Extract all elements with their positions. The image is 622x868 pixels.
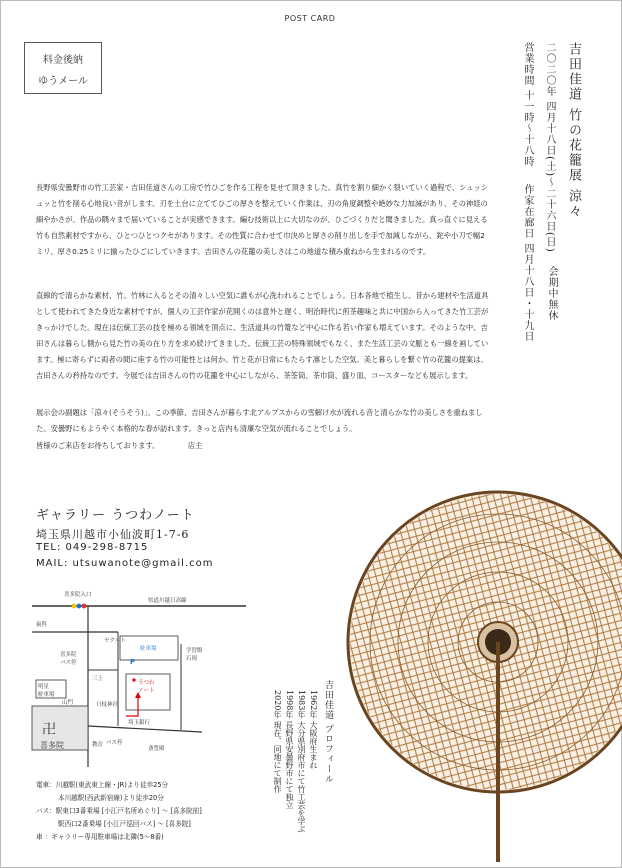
access-train-1: 電車：川越駅(東武東上線・JR)より徒歩25分 [36, 781, 169, 789]
profile-line-4: 2020年 現在、同地にて制作 [273, 690, 282, 793]
bamboo-paragraph: 直線的で清らかな素材、竹。竹林に入るとその清々しい空気に誰もが心洗われることでしょう。日本各地で植生し、昔から建材や生活道具として使われてきた身近な素材ですが、個人の工芸作家が花開くのは意外と遅く、明治時代に煎茶趣味と共に中国から入ってきた竹工芸がきっかけでした。現在は伝統工芸の技を極める領域を頂点に、生活道具の竹篭など中心に作る若い作家も増えています。そのような中、吉田さんは暮らし側から見た竹の美の在り方を求め続けてきました。伝統工芸の特殊領域でもなく、また生活工芸の文脈とも一線を画しています。極に寄らずに両者の間に座する竹の可能性とは何か。竹と花が日常にもたらす凛とした空気。美と暮らしを繋ぐ竹の花籠の提案は、吉田さんの矜持なのです。今展では吉田さんの竹の花籠を中心にしながら、茶筌筒、茶巾筒、盛り皿、コースターなども展示します。 [36, 291, 489, 380]
gallery-address: 埼玉県川越市小仙波町1-7-6 [36, 528, 190, 541]
access-car: 車 ：ギャラリー専用駐車場は北隣(5〜8番) [36, 833, 164, 841]
exhibition-hours: 営業時間 十一時〜十八時 [522, 42, 533, 168]
gallery-mail[interactable]: MAIL: utsuwanote@gmail.com [36, 558, 214, 569]
map-utsuwa: うつわ [138, 680, 155, 686]
subtitle-paragraph: 展示会の副題は「涼々(そうそう)」。この季節、吉田さんが暮らす北アルプスからの雪解け水が流れる音と清らかな竹の美しさを重ねました。安曇野にもようやく本格的な春が訪れます。きっと店内も清廉な空気が流れることでしょう。 [36, 408, 483, 433]
postcard-label: POST CARD [284, 14, 336, 23]
gallery-name: ギャラリー うつわノート [36, 508, 195, 523]
map-bus-stop-2: バス停 [106, 740, 123, 746]
map-prefectural-road: 県道川越日高線 [148, 598, 187, 604]
exhibition-no-closing: 会期中無休 [546, 266, 557, 321]
map-temple-symbol: 卍 [42, 722, 56, 738]
map-parking-p: P [130, 658, 136, 666]
profile-line-1: 1962年 大阪府生まれ [309, 690, 318, 769]
map-ishioka: 石岡 [186, 656, 198, 662]
invitation-text: 皆様のご来店をお待ちしております。 [36, 441, 160, 450]
map-parking-label: 駐車場 [140, 646, 157, 652]
profile-line-2: 1983年 大分県別府市にて竹工芸を学ぶ [297, 690, 306, 833]
postage-line-2: ゆうメール [38, 76, 88, 87]
map-kitain: 喜多院 [40, 741, 64, 750]
gallery-tel: TEL: 049-298-8715 [36, 542, 149, 553]
map-kitain-entrance: 喜多院入口 [64, 592, 92, 598]
map-meisho: 明星 [38, 684, 50, 690]
access-train-2: 本川越駅(西武新宿線)より徒歩20分 [58, 794, 164, 802]
map-dental: 歯科 [36, 622, 48, 628]
map-gakkyou: 学習館 [186, 648, 203, 654]
map-sanmon: 山門 [62, 700, 74, 706]
map-yakult: ヤクルト [104, 638, 126, 644]
map-note: ノート [138, 688, 155, 694]
access-map [26, 584, 248, 767]
map-mikami: 三上 [92, 676, 104, 682]
map-bus-stop: バス停 [60, 660, 77, 666]
profile-line-3: 1998年 長野県安曇野市にて独立 [285, 690, 294, 809]
map-hiyoshi: 日枝神社 [96, 702, 119, 708]
access-bus-1: バス：駅東口3番乗場 [小江戸名所めぐり] 〜 [喜多院前] [36, 807, 202, 815]
postage-line-1: 料金後納 [43, 55, 83, 66]
map-kitain-bus: 喜多院 [60, 652, 77, 658]
artist-present-days: 作家在廊日 四月十八日・十九日 [522, 184, 533, 343]
signature: 店主 [187, 441, 203, 450]
invitation-line [36, 438, 492, 454]
map-saitama-bank: 埼玉銀行 [128, 720, 151, 726]
bamboo-basket-photo [338, 462, 622, 862]
exhibition-title: 吉田佳道 竹の花籠展 涼々 [566, 42, 581, 220]
intro-paragraph: 長野県安曇野市の竹工芸家・吉田佳道さんの工房で竹ひごを作る工程を見せて頂きました。真竹を割り細かく裂いていく過程で、シュッシュッと竹を削る心地良い音がします。刃を土台に立ててひごの厚さを整えていく作業は、刃の角度調整や絶妙な力加減があり、その神経の細やかさが、作品の隅々まで届いていることが実感できます。編む技術以上に大切なのが、ひごづくりだと聞きました。真っ直ぐに見える竹も自然素材ですから、ひとつひとつクセがあります。その性質に合わせて巾決めと厚さの削り出しを手で加減しながら、鉈や小刀で幅2ミリ、厚さ0.25ミリに揃ったひごにしていきます。吉田さんの花籠の美しさはこの地道な積み重ねから生まれるのです。 [36, 183, 489, 256]
exhibition-dates: 二〇二〇年 四月十八日(土)〜二十六日(日) [544, 42, 555, 253]
profile-heading: 吉田佳道 プロフィール [323, 680, 333, 784]
postage-indicia [24, 42, 102, 94]
map-parking-2: 駐車場 [38, 692, 55, 698]
access-bus-2: 駅西口2番乗場 [小江戸巡回バス] 〜 [喜多院] [58, 820, 191, 828]
map-saigyoden: 斎豊殿 [148, 746, 165, 752]
map-kyoiku: 教育 [92, 742, 104, 748]
